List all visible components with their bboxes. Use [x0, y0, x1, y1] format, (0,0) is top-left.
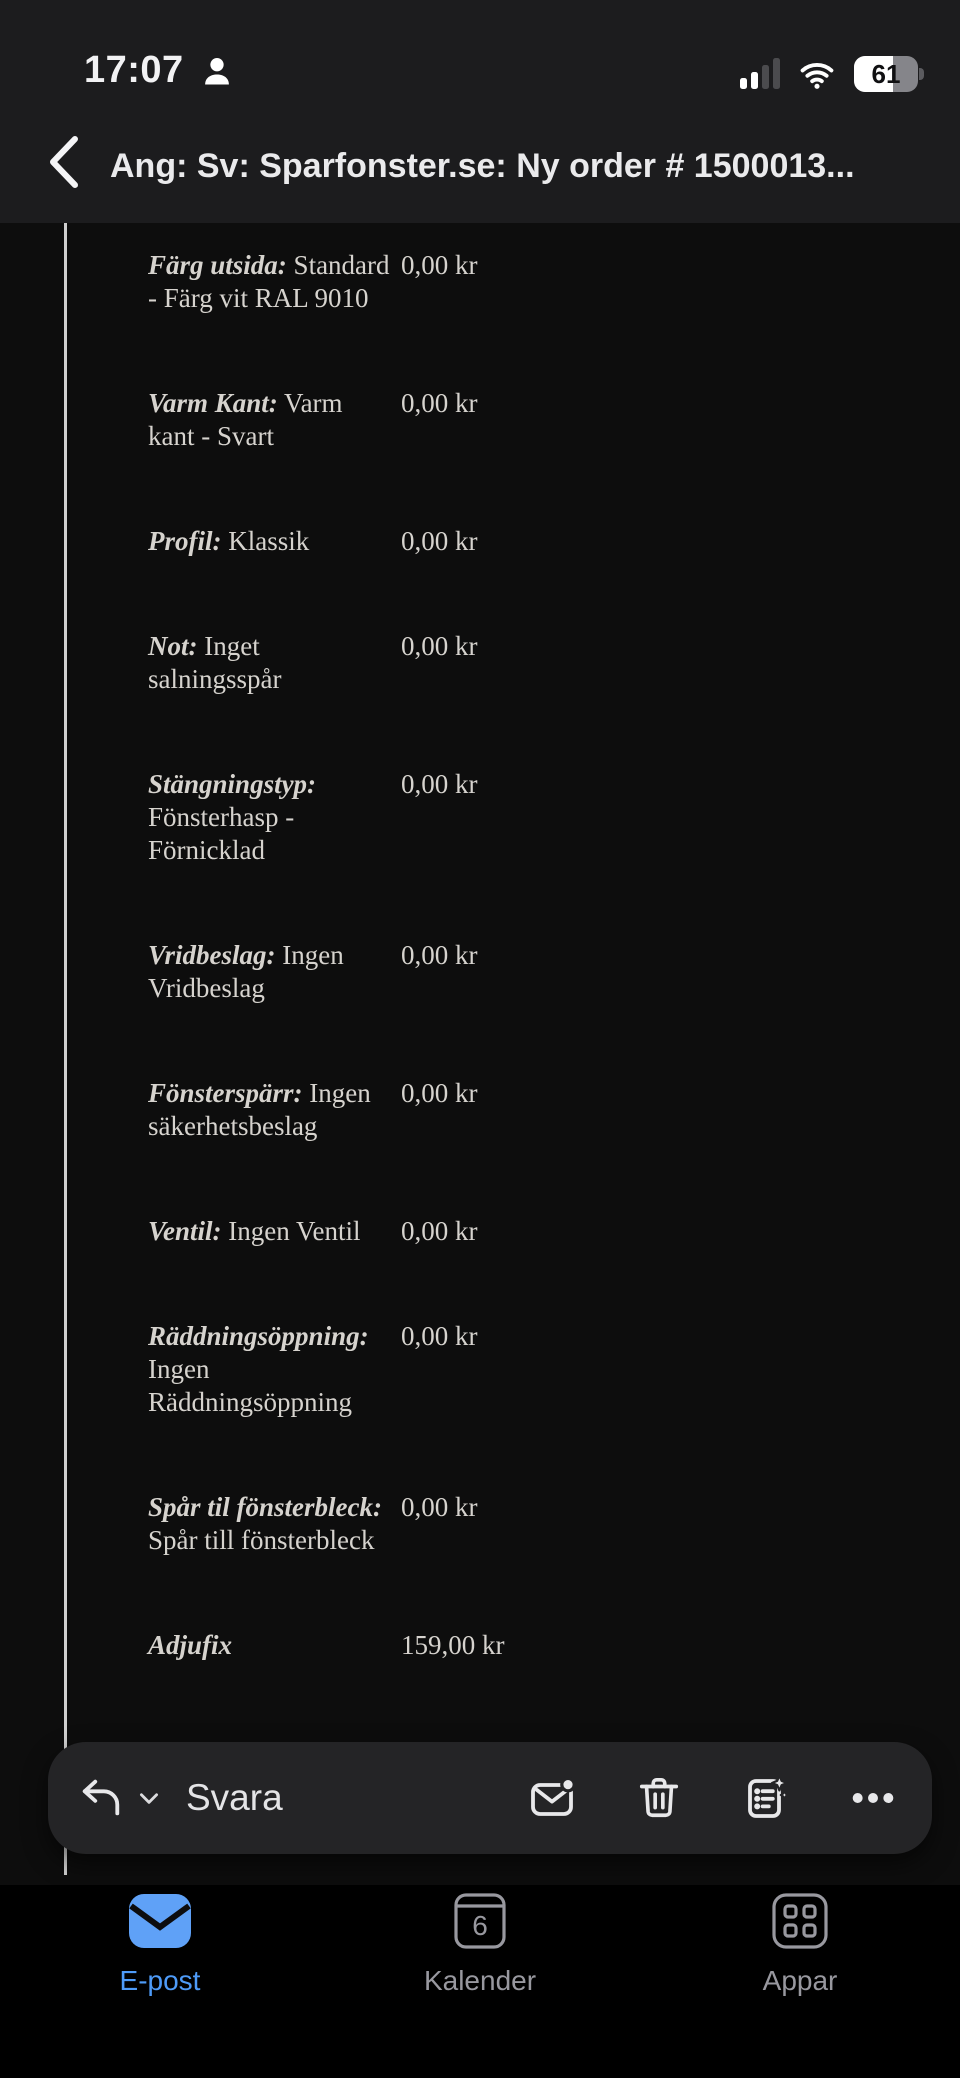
battery-percent: 61 [871, 58, 901, 89]
reply-options-button[interactable] [136, 1785, 162, 1811]
option-label: Färg utsida: [148, 250, 287, 280]
email-subject-title: Ang: Sv: Sparfonster.se: Ny order # 1500013... [110, 147, 855, 185]
option-price: 0,00 kr [401, 631, 478, 661]
order-option-row [148, 1077, 788, 1143]
mail-filled-icon [128, 1893, 192, 1949]
email-body-scroll-area[interactable] [0, 223, 960, 1890]
quote-border [64, 223, 67, 1875]
order-option-row [148, 1491, 788, 1557]
envelope-unread-dot-icon [528, 1774, 576, 1822]
svg-text:6: 6 [472, 1910, 488, 1941]
option-label: Stängningstyp: [148, 769, 317, 799]
option-label: Fönsterspärr: [148, 1078, 303, 1108]
option-price: 0,00 kr [401, 526, 478, 556]
trash-icon [636, 1774, 682, 1822]
option-label: Ventil: [148, 1216, 222, 1246]
cellular-signal-icon [740, 57, 780, 91]
option-price: 0,00 kr [401, 1321, 478, 1351]
option-value: Ingen Ventil [221, 1216, 361, 1246]
more-options-button[interactable] [850, 1775, 896, 1821]
option-label: Spår til fönsterbleck: [148, 1492, 382, 1522]
option-label: Räddningsöppning: [148, 1321, 369, 1351]
option-price: 0,00 kr [401, 769, 478, 799]
nav-bar [0, 110, 960, 223]
summarize-button[interactable] [742, 1774, 790, 1822]
option-value: Ingen säkerhetsbeslag [148, 1078, 371, 1141]
option-price: 0,00 kr [401, 1078, 478, 1108]
notes-sparkle-icon [742, 1774, 790, 1822]
order-option-row [148, 1320, 788, 1419]
order-option-row [148, 1215, 788, 1248]
order-option-row [148, 387, 788, 453]
status-bar [0, 0, 960, 110]
order-option-row [148, 525, 788, 558]
option-value: Ingen Vridbeslag [148, 940, 344, 1003]
order-option-row [148, 939, 788, 1005]
wifi-icon [796, 56, 838, 92]
tab-appar[interactable] [640, 1885, 960, 2078]
chevron-down-icon [136, 1785, 162, 1811]
option-value: Standard - Färg vit RAL 9010 [148, 250, 390, 313]
battery-icon [854, 56, 924, 92]
message-action-toolbar [48, 1742, 932, 1854]
back-button[interactable] [30, 122, 100, 202]
option-price: 0,00 kr [401, 388, 478, 418]
tab-epost-label: E-post [119, 1965, 201, 1996]
order-option-row [148, 630, 788, 696]
option-value: Spår till fönsterbleck [148, 1525, 375, 1555]
option-price: 0,00 kr [401, 940, 478, 970]
order-option-row [148, 768, 788, 867]
email-rows [148, 249, 788, 1734]
reply-arrow-icon [78, 1775, 124, 1821]
calendar-day-icon [454, 1893, 506, 1949]
delete-button[interactable] [636, 1774, 682, 1822]
ellipsis-icon [850, 1775, 896, 1821]
option-label: Vridbeslag: [148, 940, 276, 970]
option-value: Klassik [221, 526, 310, 556]
mark-unread-button[interactable] [528, 1774, 576, 1822]
person-icon [198, 52, 236, 90]
option-value: Ingen Räddningsöppning [148, 1354, 353, 1417]
option-price: 0,00 kr [401, 1216, 478, 1246]
order-option-row [148, 249, 788, 315]
app-tab-bar [0, 1885, 960, 2078]
apps-grid-icon [772, 1893, 828, 1949]
reply-button[interactable] [78, 1775, 124, 1821]
option-value: Fönsterhasp - Förnicklad [148, 802, 295, 865]
option-value: Varm kant - Svart [148, 388, 343, 451]
option-value: Inget salningsspår [148, 631, 282, 694]
option-price: 0,00 kr [401, 1492, 478, 1522]
reply-label[interactable]: Svara [186, 1777, 283, 1818]
tab-kalender[interactable] [320, 1885, 640, 2078]
tab-epost[interactable] [0, 1885, 320, 2078]
tab-appar-label: Appar [762, 1965, 838, 1996]
option-label: Profil: [148, 526, 222, 556]
order-option-row [148, 1629, 788, 1662]
tab-kalender-label: Kalender [423, 1965, 537, 1996]
clock: 17:07 [84, 49, 184, 91]
option-price: 159,00 kr [401, 1630, 505, 1660]
option-label: Not: [148, 631, 198, 661]
top-chrome [0, 0, 960, 223]
option-label: Varm Kant: [148, 388, 278, 418]
option-label: Adjufix [148, 1630, 233, 1660]
option-price: 0,00 kr [401, 250, 478, 280]
chevron-left-icon [45, 133, 85, 191]
